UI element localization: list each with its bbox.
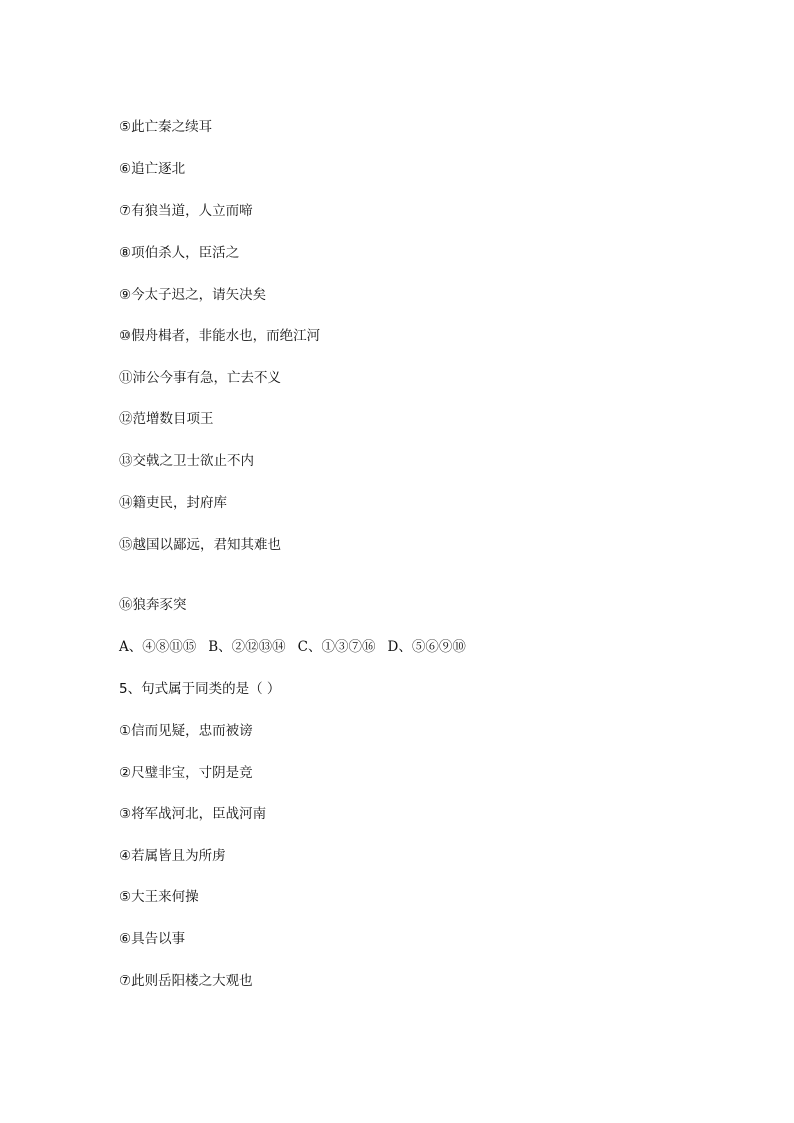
- sentence-16: ⑯狼奔豕突: [119, 597, 187, 613]
- q5-item-4: ④若属皆且为所虏: [119, 848, 226, 864]
- option-d: D、⑤⑥⑨⑩: [387, 639, 466, 655]
- sentence-14: ⑭籍吏民，封府库: [119, 495, 227, 511]
- q5-item-2: ②尺璧非宝，寸阴是竞: [119, 765, 253, 781]
- option-c: C、①③⑦⑯: [297, 639, 376, 655]
- q5-item-7: ⑦此则岳阳楼之大观也: [119, 973, 253, 989]
- q5-item-6: ⑥具告以事: [119, 931, 186, 947]
- sentence-7: ⑦有狼当道，人立而啼: [119, 203, 253, 219]
- sentence-6: ⑥追亡逐北: [119, 161, 186, 177]
- question-5-stem: 5、句式属于同类的是（ ）: [119, 681, 281, 697]
- q5-item-5: ⑤大王来何操: [119, 889, 199, 905]
- sentence-9: ⑨今太子迟之，请矢决矣: [119, 287, 267, 303]
- sentence-10: ⑩假舟楫者，非能水也，而绝江河: [119, 328, 321, 344]
- sentence-12: ⑫范增数目项王: [119, 411, 214, 427]
- answer-options: [119, 638, 466, 656]
- option-a: A、④⑧⑪⑮: [119, 639, 197, 655]
- sentence-13: ⑬交戟之卫士欲止不内: [119, 453, 254, 469]
- q5-item-1: ①信而见疑，忠而被谤: [119, 723, 253, 739]
- option-b: B、②⑫⑬⑭: [208, 639, 286, 655]
- q5-item-3: ③将军战河北，臣战河南: [119, 806, 267, 822]
- sentence-8: ⑧项伯杀人，臣活之: [119, 245, 240, 261]
- sentence-15: ⑮越国以鄙远，君知其难也: [119, 537, 281, 553]
- sentence-5: ⑤此亡秦之续耳: [119, 119, 213, 135]
- sentence-11: ⑪沛公今事有急，亡去不义: [119, 370, 281, 386]
